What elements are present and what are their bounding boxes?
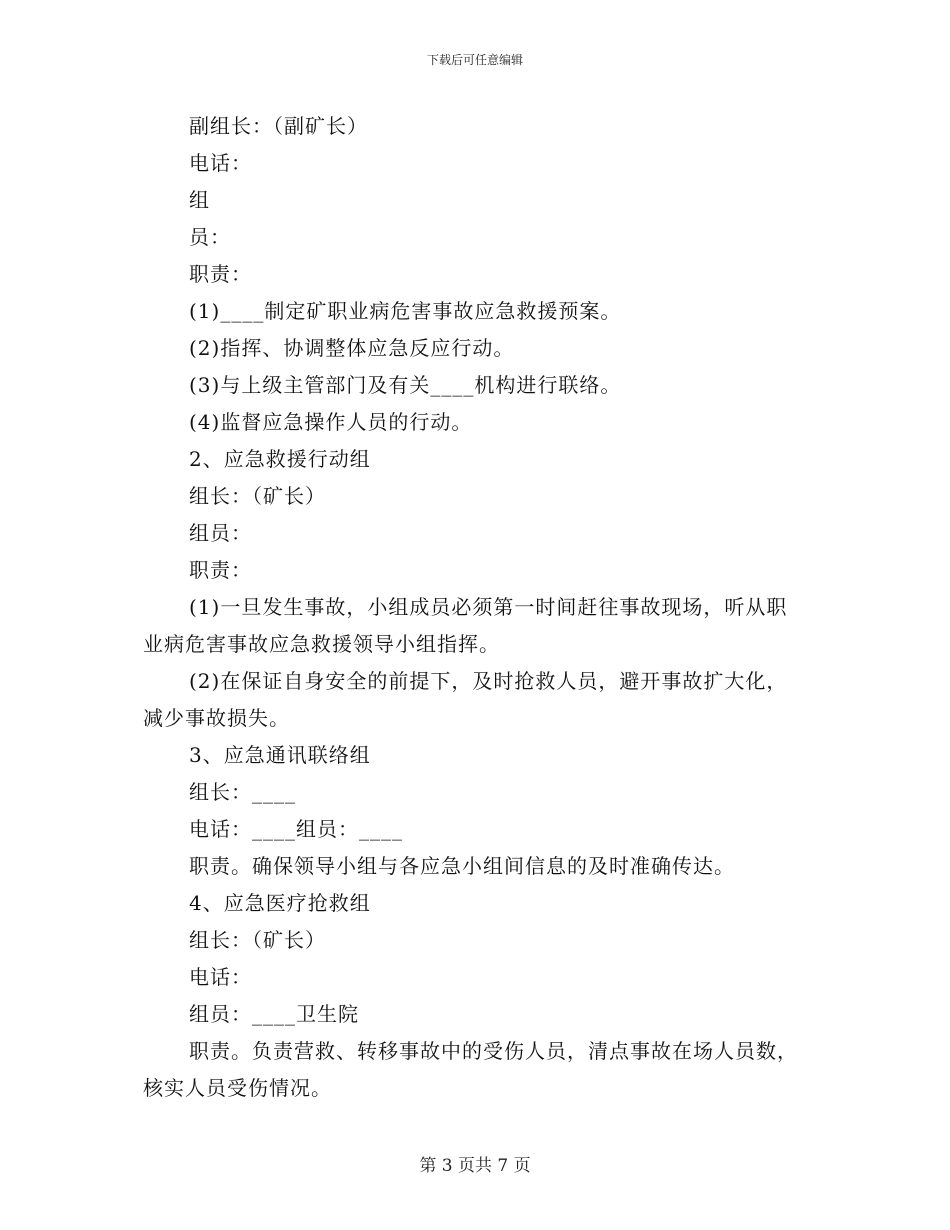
text-line: 组	[189, 188, 210, 212]
text-line: 职责：	[189, 558, 252, 582]
text-line: (2)指挥、协调整体应急反应行动。	[189, 336, 515, 360]
page-footer: 第 3 页共 7 页	[419, 1156, 531, 1176]
text-line: 职责。负责营救、转移事故中的受伤人员，清点事故在场人员数，	[189, 1039, 798, 1063]
text-line: 业病危害事故应急救援领导小组指挥。	[143, 632, 500, 656]
page-header: 下载后可任意编辑	[426, 53, 523, 67]
text-line: 组长：（矿长）	[189, 928, 326, 952]
text-line: 核实人员受伤情况。	[143, 1076, 332, 1100]
section-heading: 3、应急通讯联络组	[189, 743, 371, 767]
section-heading: 4、应急医疗抢救组	[189, 891, 371, 915]
text-line: 员：	[189, 225, 231, 249]
section-heading: 2、应急救援行动组	[189, 447, 371, 471]
text-line: 组员：____卫生院	[189, 1002, 359, 1026]
text-line: 职责：	[189, 262, 252, 286]
text-line: (2)在保证自身安全的前提下，及时抢救人员，避开事故扩大化，	[189, 669, 788, 693]
text-line: 电话：	[189, 965, 252, 989]
text-line: (1)____制定矿职业病危害事故应急救援预案。	[189, 299, 622, 323]
document-body	[143, 108, 815, 1107]
text-line: 电话：	[189, 151, 252, 175]
text-line: (1)一旦发生事故，小组成员必须第一时间赶往事故现场，听从职	[189, 595, 788, 619]
text-line: 组长：____	[189, 780, 296, 804]
text-line: 减少事故损失。	[143, 706, 290, 730]
text-line: 职责。确保领导小组与各应急小组间信息的及时准确传达。	[189, 854, 735, 878]
text-line: 组员：	[189, 521, 252, 545]
text-line: 副组长：（副矿长）	[189, 114, 368, 138]
text-line: (4)监督应急操作人员的行动。	[189, 410, 473, 434]
text-line: 组长：（矿长）	[189, 484, 326, 508]
text-line: (3)与上级主管部门及有关____机构进行联络。	[189, 373, 622, 397]
text-line: 电话：____组员：____	[189, 817, 403, 841]
